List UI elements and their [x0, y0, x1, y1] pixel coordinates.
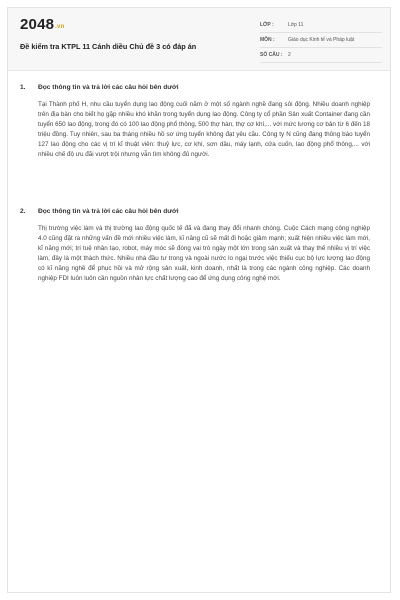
- document-page: [7, 7, 391, 593]
- info-label: LỚP :: [260, 22, 274, 28]
- question-number: 1.: [20, 84, 26, 91]
- info-value: Lớp 11: [288, 22, 304, 28]
- question-instruction: Đọc thông tin và trả lời các câu hỏi bên dưới: [38, 84, 179, 91]
- info-row-grade: [260, 18, 382, 33]
- document-title: Đề kiểm tra KTPL 11 Cánh diều Chủ đề 3 có đáp án: [20, 42, 197, 51]
- logo-text: 2048: [20, 16, 55, 33]
- info-value: 2: [288, 52, 291, 58]
- question-passage: Tại Thành phố H, nhu cầu tuyển dụng lao động cuối năm ở một số ngành nghề đang sôi động. Nhiều doanh nghiệp trên địa bàn cho biết họ gặp nhiều khó khăn trong tuyển dụng lao động. Công ty cổ phần Sản xuất Container đang cần tuyển 650 lao động, trong đó có 100 lao động phổ thông, 500 thợ hàn, thợ cơ khí,... với mức lương cơ bản từ 6 đến 18 triệu đồng. Tuy nhiên, sau ba tháng nhiều hồ sơ ứng tuyển không đạt yêu cầu. Công ty N cũng đang thông báo tuyển 127 lao động cho các vị trí kĩ thuật viên: thuỷ lực, cơ khí, sơn dầu, máy lạnh, cửa cuốn, lao động phổ thông,... với nhiều chế độ ưu đãi vượt trội nhưng vẫn tìm không đủ người.: [38, 101, 370, 158]
- question-instruction: Đọc thông tin và trả lời các câu hỏi bên dưới: [38, 208, 179, 215]
- site-logo[interactable]: [20, 16, 64, 33]
- info-row-subject: [260, 33, 382, 48]
- question-1: [20, 84, 370, 160]
- info-table: [260, 18, 382, 63]
- info-row-count: [260, 48, 382, 63]
- logo-suffix: .vn: [55, 24, 65, 30]
- question-passage: Thị trường việc làm và thị trường lao động quốc tế đã và đang thay đổi nhanh chóng. Cuộc Cách mạng công nghiệp 4.0 cũng đặt ra những vấn đề mới nhiều việc làm, kĩ năng cũ sẽ mất đi hoặc giảm mạnh; xuất hiện nhiều việc làm mới, kĩ năng mới; trí tuệ nhân tạo, robot, máy móc sẽ đóng vai trò ngày một lớn trong sản xuất và thay thế nhiều vị trí việc làm, đây là một thách thức. Nhiều nhà đầu tư trong và ngoài nước lo ngại trước việc thiếu cục bộ lực lượng lao động có kĩ năng nghề để phục hồi và mở rộng sản xuất, kinh doanh, nhất là trong các ngành công nghiệp. Các doanh nghiệp FDI luôn luôn cần nguồn nhân lực chất lượng cao để ứng dụng công nghệ mới.: [38, 225, 370, 282]
- document-header: [8, 8, 390, 71]
- info-value: Giáo dục Kinh tế và Pháp luật: [288, 37, 355, 43]
- question-heading: [20, 208, 370, 215]
- info-label: MÔN :: [260, 37, 275, 43]
- info-label: SỐ CÂU :: [260, 52, 283, 58]
- question-heading: [20, 84, 370, 91]
- question-number: 2.: [20, 208, 26, 215]
- question-2: [20, 208, 370, 284]
